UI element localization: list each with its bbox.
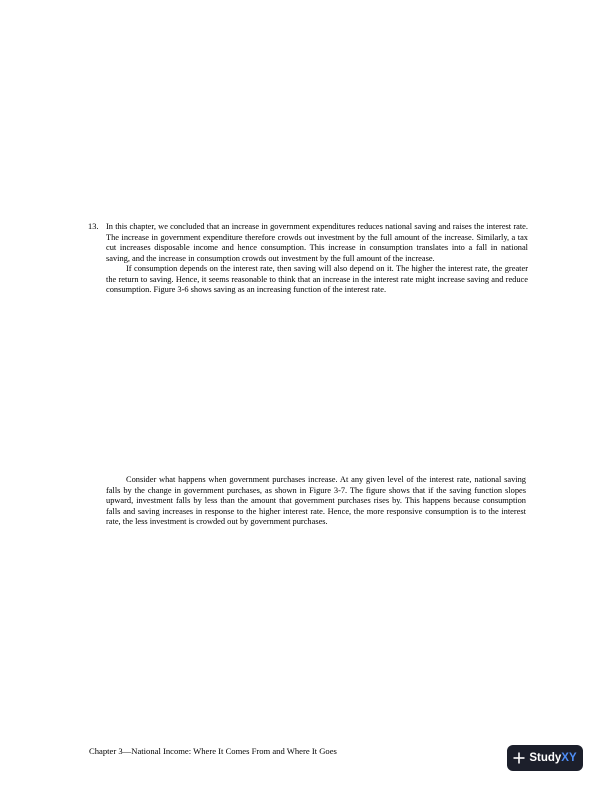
studyxy-badge[interactable] xyxy=(507,745,583,771)
question-text-3: Consider what happens when government purchases increase. At any given level of the interest rate, national saving falls by the change in government purchases, as shown in Figure 3-7. The figure shows that if the saving function slopes upward, investment falls by less than the amount that government purchases rises by. This happens because consumption falls and saving increases in response to the higher interest rate. Hence, the more responsive consumption is to the interest rate, the less investment is crowded out by government purchases. xyxy=(106,475,526,527)
question-number: 13. xyxy=(88,222,99,231)
brand-accent: XY xyxy=(561,752,577,764)
question-13-continuation xyxy=(106,475,526,528)
question-13-block xyxy=(88,222,528,296)
question-13-paragraph-2 xyxy=(88,264,528,296)
plus-icon xyxy=(513,752,525,764)
page-footer-chapter-title: Chapter 3—National Income: Where It Comes From and Where It Goes xyxy=(89,746,337,756)
question-text-1: In this chapter, we concluded that an increase in government expenditures reduces national saving and raises the interest rate. The increase in government expenditure therefore crowds out investment by the full amount of the increase. Similarly, a tax cut increases disposable income and hence consumption. This increase in consumption translates into a fall in national saving, and the increase in consumption crowds out investment by the full amount of the increase. xyxy=(106,222,528,263)
question-text-2: If consumption depends on the interest rate, then saving will also depend on it. The higher the interest rate, the greater the return to saving. Hence, it seems reasonable to think that an increase in the interest rate might increase saving and reduce consumption. Figure 3-6 shows saving as an increasing function of the interest rate. xyxy=(106,264,528,295)
brand-text xyxy=(529,752,576,764)
question-13-paragraph-1 xyxy=(88,222,528,264)
brand-main: Study xyxy=(529,752,562,764)
